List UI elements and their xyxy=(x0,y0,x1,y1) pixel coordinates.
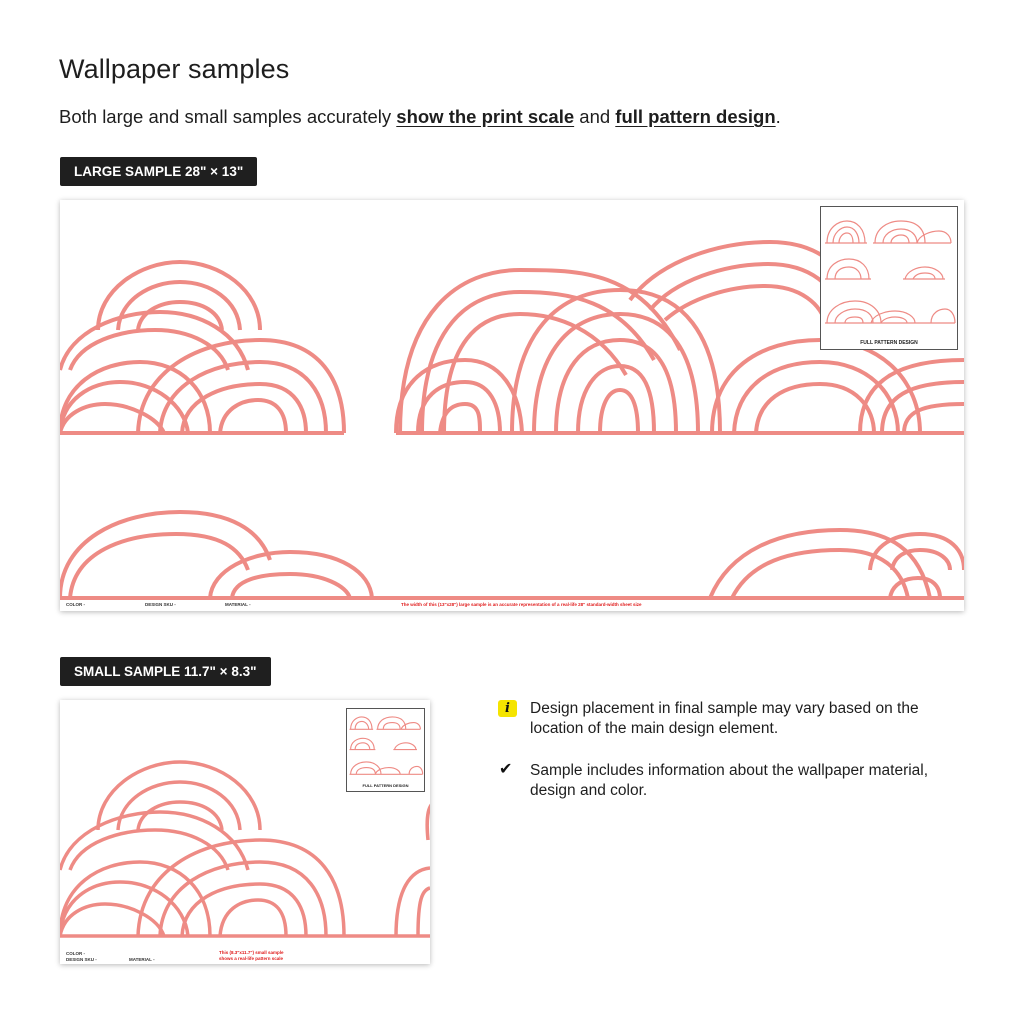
info-icon: i xyxy=(498,700,517,717)
checkmark-icon: ✔ xyxy=(499,761,513,778)
subtitle-text-2: and xyxy=(574,106,616,127)
large-thumbnail-caption: FULL PATTERN DESIGN xyxy=(860,340,918,346)
print-scale-link[interactable]: show the print scale xyxy=(396,106,575,127)
small-footer-note-line1: This (8.3"x11.7") small sample xyxy=(219,950,284,955)
large-footer-design-sku: DESIGN SKU - xyxy=(145,602,176,607)
page-title: Wallpaper samples xyxy=(59,54,290,84)
pattern-design-link[interactable]: full pattern design xyxy=(615,106,776,127)
large-footer-note: The width of this (13"x28") large sample is an accurate representation of a real-life 28" standard-width sheet size xyxy=(401,602,642,607)
large-footer-color: COLOR - xyxy=(66,602,85,607)
small-footer-design-sku: DESIGN SKU - xyxy=(66,957,97,962)
large-sample-tag: LARGE SAMPLE 28" × 13" xyxy=(60,157,257,186)
placement-note xyxy=(498,699,968,739)
small-thumbnail-pattern xyxy=(347,709,424,781)
page-subtitle xyxy=(59,106,781,128)
small-thumbnail-caption: FULL PATTERN DESIGN xyxy=(362,783,409,788)
info-note xyxy=(498,761,968,801)
small-footer-note-line2: shows a real-life pattern scale xyxy=(219,956,284,961)
small-footer-color: COLOR - xyxy=(66,951,85,956)
small-sample-sheet xyxy=(60,700,430,964)
large-full-pattern-thumbnail xyxy=(820,206,958,350)
large-footer-material: MATERIAL - xyxy=(225,602,251,607)
large-thumbnail-pattern xyxy=(821,207,957,335)
subtitle-text-3: . xyxy=(775,106,781,127)
subtitle-text-1: Both large and small samples accurately xyxy=(59,106,397,127)
info-note-text: Sample includes information about the wallpaper material, design and color. xyxy=(530,762,929,799)
small-sample-tag: SMALL SAMPLE 11.7" × 8.3" xyxy=(60,657,271,686)
placement-note-text: Design placement in final sample may vary based on the location of the main design element. xyxy=(530,700,919,737)
large-sample-sheet xyxy=(60,200,964,611)
small-footer-material: MATERIAL - xyxy=(129,957,155,962)
small-full-pattern-thumbnail xyxy=(346,708,425,792)
